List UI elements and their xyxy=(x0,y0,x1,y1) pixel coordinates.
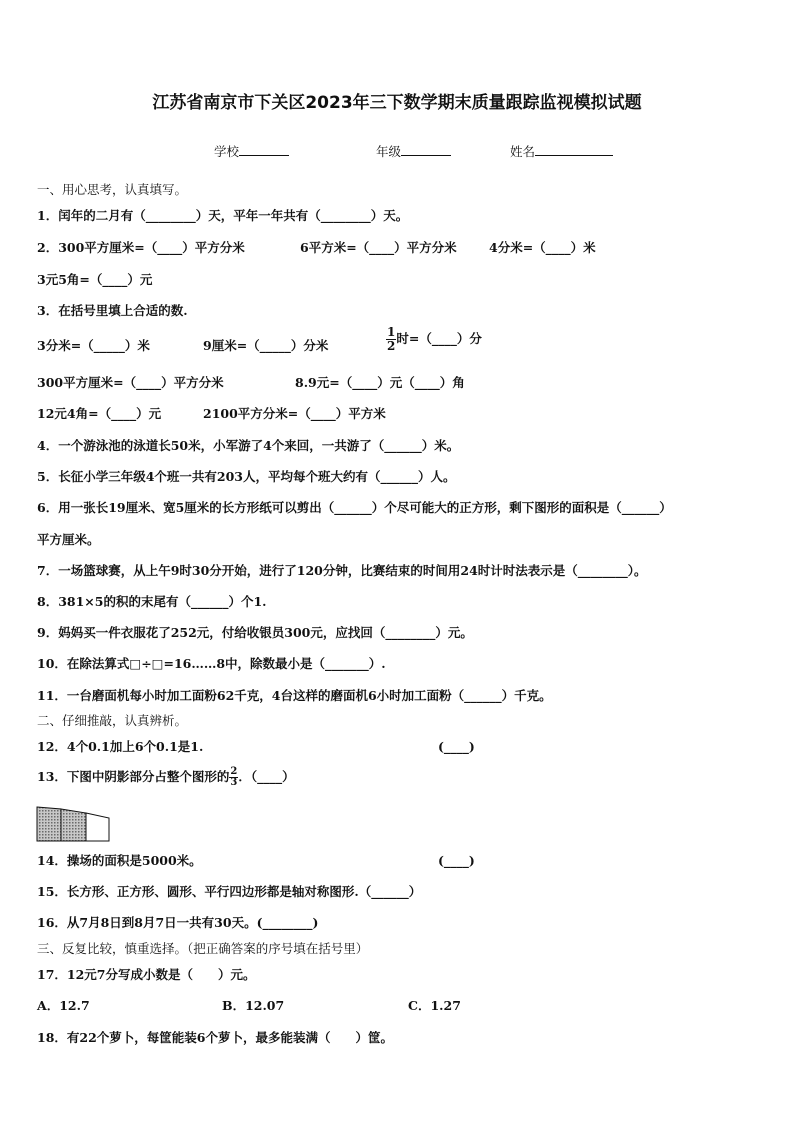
question-4: 4．一个游泳池的泳道长50米，小军游了4个来回，一共游了（______）米。 xyxy=(37,438,460,453)
question-2-part-b: 6平方米=（____）平方分米 xyxy=(300,240,457,255)
unshaded-part xyxy=(86,813,109,841)
shaded-part xyxy=(61,809,86,841)
question-11: 11．一台磨面机每小时加工面粉62千克，4台这样的磨面机6小时加工面粉（______）千克。 xyxy=(37,688,552,703)
question-7: 7．一场篮球赛，从上午9时30分开始，进行了120分钟，比赛结束的时间用24时计时法表示是（________）。 xyxy=(37,563,647,578)
question-17-option-c[interactable]: C．1.27 xyxy=(408,998,461,1013)
question-3-part-d: 300平方厘米=（____）平方分米 xyxy=(37,375,224,390)
name-field xyxy=(510,142,613,160)
q13-shaded-figure xyxy=(36,804,116,844)
grade-label: 年级 xyxy=(376,144,402,159)
question-3-part-b: 9厘米=（_____）分米 xyxy=(203,338,329,353)
grade-field xyxy=(376,142,451,160)
question-12: 12．4个0.1加上6个0.1是1. xyxy=(37,739,204,754)
question-3-part-f: 12元4角=（____）元 xyxy=(37,406,162,421)
question-3-part-a: 3分米=（_____）米 xyxy=(37,338,150,353)
question-12-answer[interactable]: (____) xyxy=(438,739,475,754)
school-label: 学校 xyxy=(214,144,240,159)
question-8: 8．381×5的积的末尾有（______）个1. xyxy=(37,594,267,609)
section-3-heading: 三、反复比较，慎重选择。（把正确答案的序号填在括号里） xyxy=(37,941,369,956)
question-9: 9．妈妈买一件衣服花了252元，付给收银员300元，应找回（________）元。 xyxy=(37,625,473,640)
question-2-part-c: 4分米=（____）米 xyxy=(489,240,596,255)
question-2-part-d: 3元5角=（____）元 xyxy=(37,272,153,287)
section-2-heading: 二、仔细推敲，认真辨析。 xyxy=(37,713,188,728)
question-14-answer[interactable]: (____) xyxy=(438,853,475,868)
name-blank[interactable] xyxy=(535,142,613,156)
school-field xyxy=(214,142,289,160)
question-17-option-a[interactable]: A．12.7 xyxy=(37,998,90,1013)
question-3-part-g: 2100平方分米=（____）平方米 xyxy=(203,406,386,421)
question-3-part-c: $\frac{1}{2}$ 时=（____）分 xyxy=(387,325,482,353)
question-2-part-a: 2．300平方厘米=（____）平方分米 xyxy=(37,240,245,255)
question-1: 1．闰年的二月有（________）天，平年一年共有（________）天。 xyxy=(37,208,409,223)
question-17: 17．12元7分写成小数是（ ）元。 xyxy=(37,967,256,982)
question-14: 14．操场的面积是5000米。 xyxy=(37,853,202,868)
question-13: 13．下图中阴影部分占整个图形的 $\frac{2}{3}$ ．（____） xyxy=(37,766,295,788)
question-5: 5．长征小学三年级4个班一共有203人，平均每个班大约有（______）人。 xyxy=(37,469,456,484)
question-18: 18．有22个萝卜，每筐能装6个萝卜，最多能装满（ ）筐。 xyxy=(37,1030,393,1045)
question-6: 6．用一张长19厘米、宽5厘米的长方形纸可以剪出（______）个尽可能大的正方形，剩下图形的面积是（______） xyxy=(37,500,672,515)
question-6-continued: 平方厘米。 xyxy=(37,532,100,547)
question-10: 10．在除法算式□÷□=16……8中，除数最小是（_______）. xyxy=(37,656,386,671)
page-title: 江苏省南京市下关区2023年三下数学期末质量跟踪监视模拟试题 xyxy=(152,93,642,113)
name-label: 姓名 xyxy=(510,144,536,159)
shaded-part xyxy=(37,807,61,841)
section-1-heading: 一、用心思考，认真填写。 xyxy=(37,182,188,197)
school-blank[interactable] xyxy=(239,142,289,156)
question-17-option-b[interactable]: B．12.07 xyxy=(222,998,285,1013)
question-3-part-e: 8.9元=（____）元（____）角 xyxy=(295,375,465,390)
fraction-half: $\frac{1}{2}$ xyxy=(387,325,396,353)
grade-blank[interactable] xyxy=(401,142,451,156)
question-3: 3．在括号里填上合适的数. xyxy=(37,303,188,318)
fraction-two-thirds: $\frac{2}{3}$ xyxy=(230,766,238,788)
question-16: 16．从7月8日到8月7日一共有30天。(________) xyxy=(37,915,319,930)
question-15: 15．长方形、正方形、圆形、平行四边形都是轴对称图形.（______） xyxy=(37,884,422,899)
